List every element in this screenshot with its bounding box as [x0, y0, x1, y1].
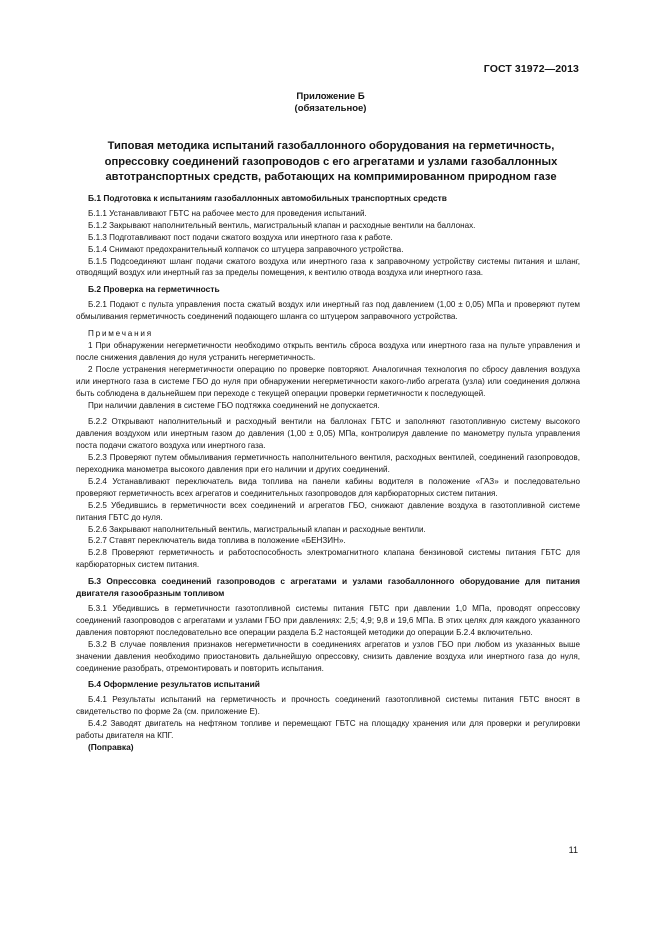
section-heading: Б.3 Опрессовка соединений газопроводов с агрегатами и узлами газобаллонного оборудование для питания двигателя газообразным топливом [76, 576, 580, 599]
notes-heading: Примечания [88, 329, 153, 339]
annex-label: Приложение Б [296, 91, 365, 102]
clause: Б.2.5 Убедившись в герметичности всех соединений и агрегатов ГБО, снижают давление воздуха в газотопливной системе питания ГБТС до нуля. [76, 500, 580, 522]
title-line: Типовая методика испытаний газобаллонного оборудования на герметичность, [107, 140, 555, 152]
page-number: 11 [568, 845, 578, 855]
clause: Б.2.2 Открывают наполнительный и расходный вентили на баллонах ГБТС и заполняют газотопливную систему высокого давления воздухом или инертным газом до давления (1,00 ± 0,05) МПа, контролируя давление по манометру пульта управления поста подачи сжатого воздуха или инертного газа. [76, 417, 580, 451]
clause: Б.1.5 Подсоединяют шланг подачи сжатого воздуха или инертного газа к заправочному устройству системы питания и шланг, отводящий воздух или инертный газ за пределы помещения, к вентилю отвода воздуха или инертного газа. [76, 256, 580, 278]
clause: Б.1.2 Закрывают наполнительный вентиль, магистральный клапан и расходные вентили на баллонах. [88, 220, 476, 230]
standard-code: ГОСТ 31972—2013 [483, 63, 579, 75]
clause: Б.2.4 Устанавливают переключатель вида топлива на панели кабины водителя в положение «ГАЗ» и последовательно проверяют герметичность всех агрегатов и соединительных газопроводов для карбюраторных систем питания. [76, 476, 580, 498]
title-line: автотранспортных средств, работающих на компримированном природном газе [105, 171, 557, 183]
clause: Б.4.1 Результаты испытаний на герметичность и прочность соединений газотопливной системы питания ГБТС вносят в свидетельство по форме 2а (см. приложение Е). [76, 695, 580, 717]
clause: Б.3.2 В случае появления признаков негерметичности в соединениях агрегатов и узлов ГБО при любом из указанных выше значении давления необходимо приостановить дальнейшую опрессовку, снизить давление воздуха или инертного газа до нуля, соединение разобрать, отремонтировать и повторить испытания. [76, 639, 580, 673]
annex-status: (обязательное) [294, 103, 367, 114]
clause: Б.2.8 Проверяют герметичность и работоспособность электромагнитного клапана бензиновой системы питания ГБТС для карбюраторных систем питания. [76, 548, 580, 570]
note: При наличии давления в системе ГБО подтяжка соединений не допускается. [88, 400, 380, 410]
clause: Б.2.3 Проверяют путем обмыливания герметичность наполнительного вентиля, расходных вентилей, соединений газопроводов, переходника манометра высокого давления при его наличии и других соединений. [76, 453, 580, 475]
document-title [86, 139, 576, 186]
clause: Б.2.1 Подают с пульта управления поста сжатый воздух или инертный газ под давлением (1,00 ± 0,05) МПа и проверяют путем обмыливания герметичность соединений подающего шланга со штуцером заправочного устройства. [76, 300, 580, 322]
note: 1 При обнаружении негерметичности необходимо открыть вентиль сброса воздуха или инертного газа на пульте управления и после снижения давления до нуля устранить негерметичность. [76, 340, 580, 362]
section-heading: Б.4 Оформление результатов испытаний [88, 679, 260, 690]
clause: Б.1.4 Снимают предохранительный колпачок со штуцера заправочного устройства. [88, 244, 404, 254]
amendment-note: (Поправка) [88, 741, 134, 752]
clause: Б.2.6 Закрывают наполнительный вентиль, магистральный клапан и расходные вентили. [88, 524, 426, 534]
note: 2 После устранения негерметичности операцию по проверке повторяют. Аналогичная технология по сбросу давления воздуха или инертного газа в системе ГБО до нуля при обнаружении негерметичности какого-либо агрегата (узла) или соединения должна быть соблюдена в дальнейшем при переходе с текущей операции проверки герметичности к последующей. [76, 364, 580, 398]
clause: Б.4.2 Заводят двигатель на нефтяном топливе и перемещают ГБТС на площадку хранения или для проверки и регулировки работы двигателя на КПГ. [76, 719, 580, 741]
clause: Б.1.1 Устанавливают ГБТС на рабочее место для проведения испытаний. [88, 208, 367, 218]
clause: Б.1.3 Подготавливают пост подачи сжатого воздуха или инертного газа к работе. [88, 232, 393, 242]
clause: Б.3.1 Убедившись в герметичности газотопливной системы питания ГБТС при давлении 1,0 МПа, проводят опрессовку соединений газопроводов с агрегатами и узлами ГБО при давлениях: 2,5; 4,9; 9,8 и 19,6 МПа. В этих целях для каждого указанного давления повторяют последовательно все операции раздела Б.2 настоящей методики до операции Б.2.4 включительно. [76, 604, 580, 637]
document-body [76, 193, 580, 754]
section-heading: Б.1 Подготовка к испытаниям газобаллонных автомобильных транспортных средств [88, 193, 447, 203]
section-heading: Б.2 Проверка на герметичность [88, 284, 220, 295]
title-line: опрессовку соединений газопроводов с его агрегатами и узлами газобаллонных [104, 155, 558, 168]
clause: Б.2.7 Ставят переключатель вида топлива в положение «БЕНЗИН». [88, 536, 346, 546]
